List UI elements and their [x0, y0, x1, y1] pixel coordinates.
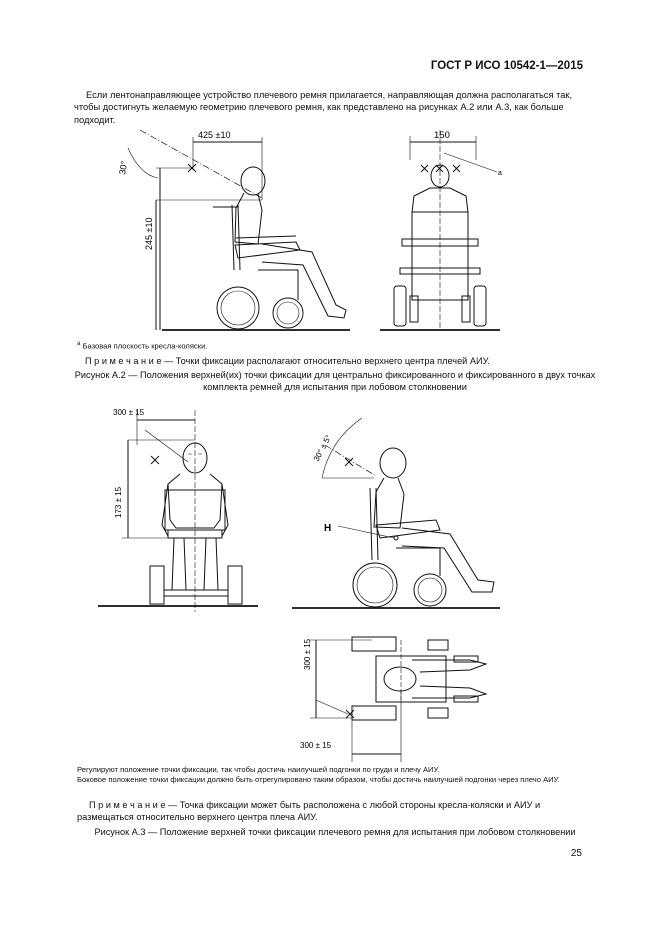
a3-note-label: П р и м е ч а н и е	[89, 800, 166, 810]
page-number: 25	[570, 848, 582, 859]
a2-note-label: П р и м е ч а н и е	[85, 356, 162, 366]
a3-note-text: — Точка фиксации может быть расположена с любой стороны кресла-коляски и АИУ и размещаться относительно верхнего центра плеча АИУ.	[77, 800, 541, 822]
a2-dim-angle: 30°	[117, 160, 130, 176]
fig-a2-front-view	[380, 130, 500, 330]
a3-dim-front-vertical: 173 ± 15	[114, 486, 123, 518]
a3-dim-top-horizontal: 300 ± 15	[300, 741, 332, 750]
a2-note	[85, 355, 490, 367]
a2-footnote-mark: а	[77, 341, 81, 347]
a3-desc-1: Регулируют положение точки фиксации, так чтобы достичь наилучшей подгонки по груди и плечу АИУ.	[77, 765, 440, 774]
a3-dim-front-horizontal: 300 ± 15	[113, 408, 145, 417]
a2-footnote-text: Базовая плоскость кресла-коляски.	[82, 341, 208, 351]
a3-desc-2: Боковое положение точки фиксации должно быть отрегулировано таким образом, чтобы достичь наилучшей подгонки через плечо АИУ.	[77, 775, 560, 784]
a3-dim-top-vertical: 300 ± 15	[303, 638, 312, 670]
a2-footnote	[77, 339, 207, 352]
a3-note	[77, 799, 589, 823]
a2-note-text: — Точки фиксации располагают относительно верхнего центра плечей АИУ.	[161, 356, 490, 366]
fig-a2-side-view	[128, 130, 350, 330]
fig-a3-top-view	[310, 637, 486, 762]
a3-caption: Рисунок А.3 — Положение верхней точки фиксации плечевого ремня для испытания при лобовом столкновении	[94, 827, 576, 837]
a2-dim-front: 150	[434, 130, 450, 141]
a2-dim-vertical: 245 ±10	[144, 217, 154, 250]
a3-label-h: H	[324, 523, 332, 534]
a2-callout-a: a	[498, 170, 502, 177]
intro-paragraph: Если лентонаправляющее устройство плечевого ремня прилагается, направляющая должна располагаться так, чтобы достигнуть желаемую геометрию плечевого ремня, как представлено на рисунках А.2 или А.3, как больше подходит.	[74, 90, 573, 125]
document-header: ГОСТ Р ИСО 10542-1—2015	[430, 60, 583, 72]
a2-dim-horizontal: 425 ±10	[198, 130, 231, 140]
a2-caption: Рисунок А.2 — Положения верхней(их) точки фиксации для центрально фиксированного и фиксированного в двух точках комплекта ремней для испытания при лобовом столкновении	[74, 370, 596, 392]
a3-dim-angle: 30° ± 5°	[311, 433, 334, 463]
